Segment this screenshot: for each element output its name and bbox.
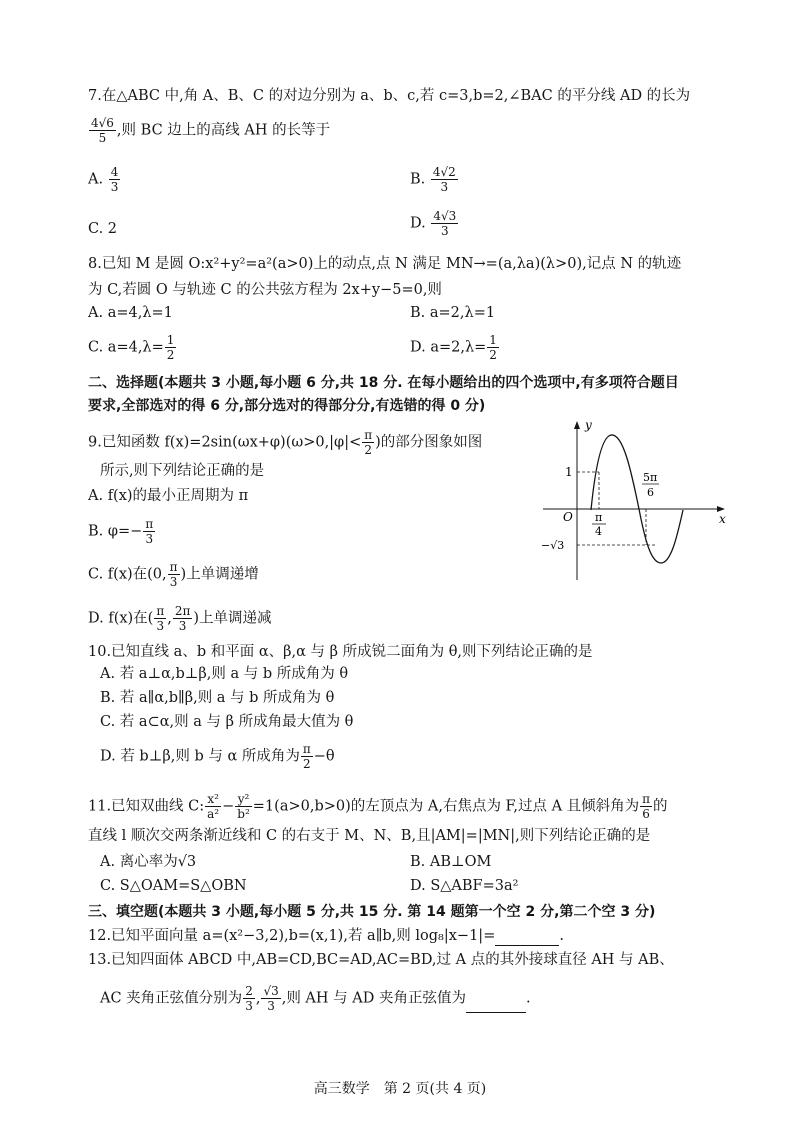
graph-origin-label: O xyxy=(563,510,573,524)
q12-stem: 12.已知平面向量 a=(x²−3,2),b=(x,1),若 a∥b,则 log₈|x−1|= . xyxy=(88,928,564,944)
q10-option-d: D. 若 b⊥β,则 b 与 α 所成角为 $\frac{\pi}{2}$ −θ xyxy=(100,742,335,771)
q12-answer-blank[interactable] xyxy=(495,945,559,946)
q7-stem-line1: 7.在△ABC 中,角 A、B、C 的对边分别为 a、b、c,若 c=3,b=2,∠BAC 的平分线 AD 的长为 xyxy=(88,88,691,104)
q7-stem-line2: $\frac{4√6}{5}$ ,则 BC 边上的高线 AH 的长等于 xyxy=(91,116,331,145)
section2-heading-line2: 要求,全部选对的得 6 分,部分选对的得部分分,有选错的得 0 分) xyxy=(88,398,486,414)
q11-option-c: C. S△OAM=S△OBN xyxy=(100,878,247,894)
graph-y-tick-neg: −√3 xyxy=(541,539,565,552)
graph-sine-curve xyxy=(591,435,683,563)
graph-x-tick2-num: 5π xyxy=(643,471,658,484)
q10-option-c: C. 若 a⊂α,则 a 与 β 所成角最大值为 θ xyxy=(100,714,354,730)
q9-option-c: C. f(x)在(0, $\frac{\pi}{3}$ )上单调递增 xyxy=(88,560,259,589)
q8-stem-line1: 8.已知 M 是圆 O:x²+y²=a²(a>0)上的动点,点 N 满足 MN→=(a,λa)(λ>0),记点 N 的轨迹 xyxy=(88,256,682,272)
q10-option-b: B. 若 a∥α,b∥β,则 a 与 b 所成角为 θ xyxy=(100,690,335,706)
q11-stem-line1: 11.已知双曲线 C: $\frac{\text{x²}}{\text{a²}}$ − $\frac{\text{y²}}{\text{b²}}$ =1(a>0,b>0)的左顶点为 A,右焦点为 F,过点 A 且倾斜角为 $\frac{\pi}{6}$ 的 xyxy=(88,792,668,821)
q8-option-d: D. a=2,λ= $\frac{1}{2}$ xyxy=(410,333,497,362)
q13-stem-line1: 13.已知四面体 ABCD 中,AB=CD,BC=AD,AC=BD,过 A 点的其外接球直径 AH 与 AB、 xyxy=(88,952,674,968)
q7-option-c: C. 2 xyxy=(88,221,118,237)
q7-ad-length: $\frac{4√6}{5}$ xyxy=(91,116,114,145)
page-footer: 高三数学 第 2 页(共 4 页) xyxy=(313,1081,487,1097)
q11-option-d: D. S△ABF=3a² xyxy=(410,878,519,894)
section3-heading: 三、填空题(本题共 3 小题,每小题 5 分,共 15 分. 第 14 题第一个空 2 分,第二个空 3 分) xyxy=(88,904,656,920)
q10-option-a: A. 若 a⊥α,b⊥β,则 a 与 b 所成角为 θ xyxy=(100,666,349,682)
q11-stem-line2: 直线 l 顺次交两条渐近线和 C 的右支于 M、N、B,且|AM|=|MN|,则下列结论正确的是 xyxy=(88,828,651,844)
q8-stem-line2: 为 C,若圆 O 与轨迹 C 的公共弦方程为 2x+y−5=0,则 xyxy=(88,282,442,298)
graph-x-tick1-num: π xyxy=(595,511,603,524)
q8-option-b: B. a=2,λ=1 xyxy=(410,305,496,321)
section2-heading-line1: 二、选择题(本题共 3 小题,每小题 6 分,共 18 分. 在每小题给出的四个选项中,有多项符合题目 xyxy=(88,375,679,391)
graph-x-label: x xyxy=(719,512,726,526)
q9-option-b: B. φ=− $\frac{\pi}{3}$ xyxy=(88,517,154,546)
graph-y-arrow xyxy=(574,421,580,429)
q7-option-a: A. $\frac{4}{3}$ xyxy=(88,165,119,194)
q11-option-b: B. AB⊥OM xyxy=(410,854,492,870)
q8-option-a: A. a=4,λ=1 xyxy=(88,305,173,321)
graph-y-tick-1: 1 xyxy=(565,465,573,479)
q10-stem: 10.已知直线 a、b 和平面 α、β,α 与 β 所成锐二面角为 θ,则下列结论正确的是 xyxy=(88,644,593,660)
q7-option-d: D. $\frac{4√3}{3}$ xyxy=(410,209,457,238)
q9-stem-line1: 9.已知函数 f(x)=2sin(ωx+φ)(ω>0,|φ|< $\frac{\pi}{2}$ )的部分图象如图 xyxy=(88,428,483,457)
q9-option-d: D. f(x)在( $\frac{\pi}{3}$ , $\frac{2\pi}{3}$ )上单调递减 xyxy=(88,604,272,633)
q13-stem-line2: AC 夹角正弦值分别为 $\frac{2}{3}$ , $\frac{√3}{3}$ ,则 AH 与 AD 夹角正弦值为 . xyxy=(100,984,531,1013)
graph-y-label: y xyxy=(585,418,592,432)
q9-stem-line2: 所示,则下列结论正确的是 xyxy=(100,463,265,479)
graph-x-tick1-den: 4 xyxy=(595,525,602,538)
q9-function-graph xyxy=(535,415,735,585)
q8-option-c: C. a=4,λ= $\frac{1}{2}$ xyxy=(88,333,175,362)
q7-option-b: B. $\frac{4√2}{3}$ xyxy=(410,165,456,194)
q9-option-a: A. f(x)的最小正周期为 π xyxy=(88,488,249,504)
graph-x-tick2-den: 6 xyxy=(647,486,654,499)
q13-answer-blank[interactable] xyxy=(466,1012,526,1013)
q11-option-a: A. 离心率为√3 xyxy=(100,854,197,870)
